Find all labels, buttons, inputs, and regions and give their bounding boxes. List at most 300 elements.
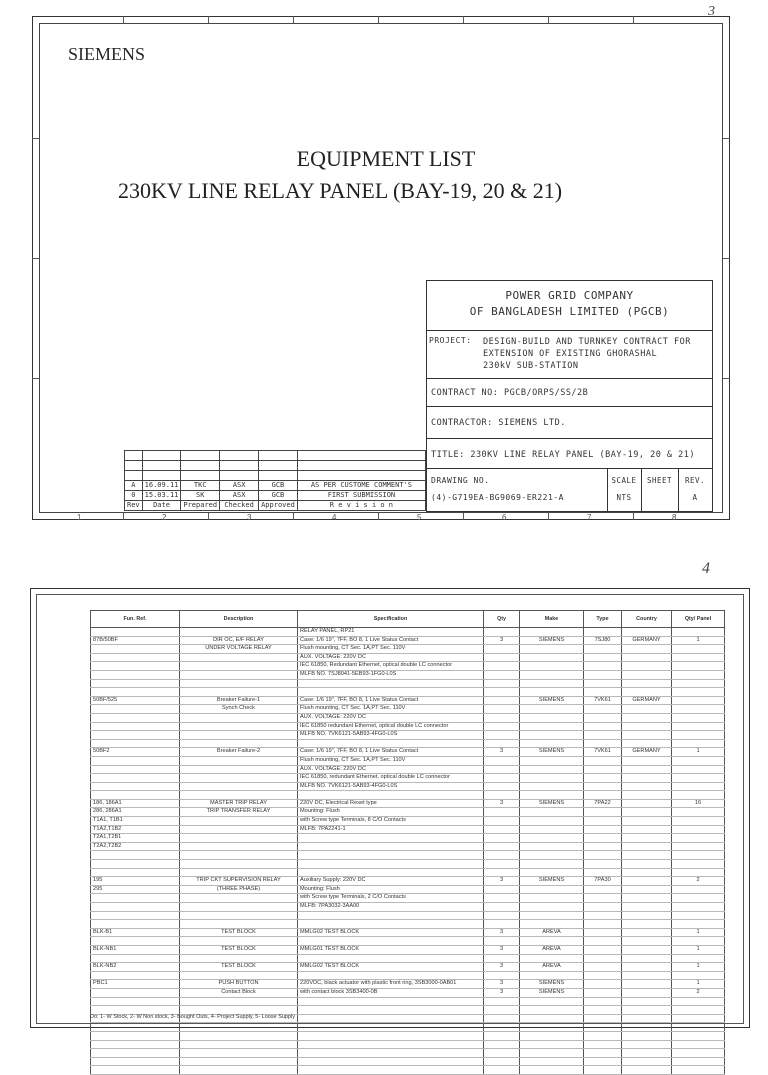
- cell-spec: Case: 1/6 19", 7FF, BO 8, 1 Live Status Contact: [298, 696, 484, 705]
- cell-qtyp: [672, 997, 725, 1006]
- table-row: [91, 877, 725, 886]
- cell-qty: 3: [484, 988, 520, 997]
- cell-country: [622, 1057, 672, 1066]
- cell-qty: [484, 954, 520, 963]
- cell-spec: AUX. VOLTAGE: 220V DC: [298, 765, 484, 774]
- revision-remark: FIRST SUBMISSION: [297, 491, 425, 501]
- cell-qty: [484, 662, 520, 671]
- cell-ref: [91, 851, 180, 860]
- cell-ref: [91, 731, 180, 740]
- cell-make: [520, 628, 584, 637]
- table-row: [91, 1040, 725, 1049]
- cell-ref: [91, 628, 180, 637]
- cell-qty: [484, 851, 520, 860]
- cell-country: [622, 963, 672, 972]
- cell-type: [584, 937, 622, 946]
- cell-desc: [180, 653, 298, 662]
- cell-type: [584, 894, 622, 903]
- header-make: Make: [520, 611, 584, 628]
- cell-spec: MLFB NO. 7SJ8041-5EB93-1FG0-L0S: [298, 670, 484, 679]
- cell-spec: [298, 997, 484, 1006]
- cell-spec: MLFB: 7PA3032-3AA00: [298, 903, 484, 912]
- cell-qtyp: 1: [672, 980, 725, 989]
- cell-desc: [180, 1049, 298, 1058]
- cell-qty: [484, 713, 520, 722]
- cell-ref: [91, 774, 180, 783]
- cell-make: [520, 903, 584, 912]
- cell-desc: [180, 903, 298, 912]
- cell-desc: TEST BLOCK: [180, 963, 298, 972]
- cell-ref: [91, 937, 180, 946]
- cell-qty: [484, 688, 520, 697]
- cell-ref: T2A1,T2B1: [91, 834, 180, 843]
- cell-qtyp: [672, 653, 725, 662]
- page-number-2: 4: [702, 560, 710, 577]
- cell-spec: [298, 842, 484, 851]
- cell-qtyp: [672, 1057, 725, 1066]
- cell-ref: [91, 653, 180, 662]
- cell-qtyp: [672, 791, 725, 800]
- table-row: [91, 963, 725, 972]
- cell-ref: [91, 1031, 180, 1040]
- cell-type: [584, 911, 622, 920]
- cell-country: [622, 937, 672, 946]
- cell-spec: [298, 954, 484, 963]
- cell-country: [622, 756, 672, 765]
- cell-country: [622, 842, 672, 851]
- cell-country: [622, 731, 672, 740]
- cell-ref: BLK-NB2: [91, 963, 180, 972]
- cell-make: SIEMENS: [520, 980, 584, 989]
- cell-type: [584, 808, 622, 817]
- cell-ref: BLK-B1: [91, 928, 180, 937]
- cell-ref: [91, 868, 180, 877]
- cell-type: [584, 971, 622, 980]
- cell-ref: [91, 1057, 180, 1066]
- cell-qtyp: 16: [672, 799, 725, 808]
- cell-make: [520, 860, 584, 869]
- cell-country: [622, 713, 672, 722]
- cell-spec: [298, 851, 484, 860]
- cell-country: [622, 774, 672, 783]
- cell-qty: [484, 705, 520, 714]
- cell-qty: [484, 920, 520, 929]
- cell-qty: [484, 937, 520, 946]
- cell-desc: Breaker Failure-1: [180, 696, 298, 705]
- table-row: [91, 937, 725, 946]
- cell-desc: [180, 782, 298, 791]
- owner-name-line2: OF BANGLADESH LIMITED (PGCB): [469, 305, 670, 318]
- cell-make: [520, 1057, 584, 1066]
- table-row: [91, 1049, 725, 1058]
- table-row: [91, 645, 725, 654]
- cell-spec: Flush mounting, CT Sec. 1A,PT Sec. 110V: [298, 756, 484, 765]
- cell-qty: [484, 868, 520, 877]
- cell-ref: T1A2,T1B2: [91, 825, 180, 834]
- cell-ref: [91, 765, 180, 774]
- cell-ref: [91, 920, 180, 929]
- cell-country: [622, 877, 672, 886]
- revision-header-remark: R e v i s i o n: [297, 501, 425, 511]
- cell-make: [520, 679, 584, 688]
- cell-ref: [91, 791, 180, 800]
- cell-type: [584, 868, 622, 877]
- cell-qtyp: [672, 1031, 725, 1040]
- table-row: [91, 713, 725, 722]
- cell-qtyp: 1: [672, 928, 725, 937]
- title-cell: [427, 439, 712, 469]
- revision-prepared: TKC: [181, 481, 220, 491]
- cell-type: [584, 988, 622, 997]
- table-row: [91, 688, 725, 697]
- cell-make: [520, 971, 584, 980]
- cell-qty: [484, 1049, 520, 1058]
- cell-qty: [484, 765, 520, 774]
- cell-ref: [91, 954, 180, 963]
- cell-make: SIEMENS: [520, 636, 584, 645]
- cell-desc: DIR OC, E/F RELAY: [180, 636, 298, 645]
- cell-country: [622, 1014, 672, 1023]
- cell-qtyp: 1: [672, 636, 725, 645]
- project-line1: DESIGN-BUILD AND TURNKEY CONTRACT FOR: [483, 337, 691, 347]
- cell-qty: 3: [484, 928, 520, 937]
- cell-qty: [484, 679, 520, 688]
- cell-country: [622, 1040, 672, 1049]
- table-row: [91, 903, 725, 912]
- cell-make: [520, 1014, 584, 1023]
- cell-spec: MMLG02 TEST BLOCK: [298, 928, 484, 937]
- cell-desc: PUSH BUTTON: [180, 980, 298, 989]
- cell-make: [520, 885, 584, 894]
- table-row: [91, 808, 725, 817]
- cell-country: [622, 782, 672, 791]
- cell-make: [520, 954, 584, 963]
- table-row: [91, 851, 725, 860]
- cell-qtyp: [672, 765, 725, 774]
- cell-qtyp: [672, 705, 725, 714]
- cell-spec: with Screw type Terminals, 8 C/O Contacts: [298, 817, 484, 826]
- cell-qtyp: [672, 894, 725, 903]
- zone-number: 4: [332, 513, 337, 522]
- project-line3: 230kV SUB-STATION: [483, 361, 579, 371]
- cell-make: SIEMENS: [520, 877, 584, 886]
- cell-make: [520, 997, 584, 1006]
- cell-qtyp: [672, 670, 725, 679]
- cell-spec: [298, 679, 484, 688]
- cell-type: [584, 945, 622, 954]
- cell-qtyp: 2: [672, 988, 725, 997]
- cell-spec: IEC 61850, redundant Ethernet, optical double LC connector: [298, 774, 484, 783]
- cell-country: [622, 679, 672, 688]
- revision-date: 15.03.11: [142, 491, 181, 501]
- cell-qty: [484, 731, 520, 740]
- table-row: [91, 739, 725, 748]
- cell-make: AREVA: [520, 928, 584, 937]
- cell-desc: [180, 628, 298, 637]
- cell-make: [520, 791, 584, 800]
- cell-qty: 3: [484, 799, 520, 808]
- header-description: Description: [180, 611, 298, 628]
- table-row: [91, 868, 725, 877]
- cell-desc: MASTER TRIP RELAY: [180, 799, 298, 808]
- cell-ref: [91, 1040, 180, 1049]
- cell-make: [520, 722, 584, 731]
- cell-ref: [91, 688, 180, 697]
- cell-spec: [298, 1023, 484, 1032]
- cell-ref: PBC1: [91, 980, 180, 989]
- cell-qtyp: [672, 1014, 725, 1023]
- cell-type: [584, 756, 622, 765]
- cell-make: [520, 645, 584, 654]
- cell-country: [622, 834, 672, 843]
- cell-type: [584, 842, 622, 851]
- header-specification: Specification: [298, 611, 484, 628]
- revision-header-rev: Rev: [125, 501, 143, 511]
- cell-spec: 220VDC, black actuator with plastic front ring, 3SB3000-0AB01: [298, 980, 484, 989]
- cell-qtyp: [672, 662, 725, 671]
- table-row: [91, 1031, 725, 1040]
- cell-ref: [91, 894, 180, 903]
- cell-desc: UNDER VOLTAGE RELAY: [180, 645, 298, 654]
- cell-ref: 87B/50BF: [91, 636, 180, 645]
- cell-make: [520, 713, 584, 722]
- cell-country: [622, 799, 672, 808]
- cell-qtyp: [672, 971, 725, 980]
- cell-type: [584, 851, 622, 860]
- table-row: [91, 1066, 725, 1075]
- table-row: [91, 1006, 725, 1015]
- cell-spec: [298, 1049, 484, 1058]
- cell-ref: [91, 756, 180, 765]
- cell-type: [584, 662, 622, 671]
- title-block: [426, 280, 713, 512]
- cell-qtyp: 1: [672, 748, 725, 757]
- cell-qty: [484, 1040, 520, 1049]
- revision-header-row: [125, 501, 426, 511]
- cell-type: [584, 885, 622, 894]
- revision-header-checked: Checked: [220, 501, 259, 511]
- cell-country: [622, 791, 672, 800]
- cell-spec: AUX. VOLTAGE: 220V DC: [298, 713, 484, 722]
- cell-spec: [298, 1066, 484, 1075]
- table-row: [91, 842, 725, 851]
- cell-ref: BLK-NB1: [91, 945, 180, 954]
- zone-number: 7: [587, 513, 592, 522]
- cell-type: [584, 1040, 622, 1049]
- cell-country: [622, 903, 672, 912]
- table-row: [91, 997, 725, 1006]
- cell-ref: 295: [91, 885, 180, 894]
- scale-value: NTS: [616, 493, 632, 502]
- cell-type: [584, 954, 622, 963]
- cover-sheet: [28, 4, 744, 523]
- cell-make: [520, 1031, 584, 1040]
- cell-qty: [484, 860, 520, 869]
- cell-desc: [180, 1031, 298, 1040]
- cell-ref: 286, 286A1: [91, 808, 180, 817]
- cell-qty: 3: [484, 748, 520, 757]
- table-row: [91, 722, 725, 731]
- cell-make: [520, 911, 584, 920]
- sheet-label: SHEET: [646, 476, 673, 485]
- cell-qty: [484, 1031, 520, 1040]
- cell-type: [584, 825, 622, 834]
- cell-qty: [484, 825, 520, 834]
- cell-make: [520, 894, 584, 903]
- cell-type: [584, 645, 622, 654]
- cell-spec: Auxiliary Supply: 220V DC: [298, 877, 484, 886]
- cell-make: [520, 705, 584, 714]
- cell-qtyp: [672, 688, 725, 697]
- cell-ref: [91, 1049, 180, 1058]
- cell-spec: [298, 791, 484, 800]
- cell-ref: [91, 705, 180, 714]
- revision-approved: GCB: [259, 481, 298, 491]
- table-row: [91, 920, 725, 929]
- table-row: [91, 679, 725, 688]
- cell-qtyp: 1: [672, 945, 725, 954]
- cell-ref: [91, 1023, 180, 1032]
- zone-number: 2: [162, 513, 167, 522]
- cell-ref: [91, 739, 180, 748]
- cell-ref: [91, 860, 180, 869]
- cell-desc: [180, 997, 298, 1006]
- cell-spec: [298, 937, 484, 946]
- cell-ref: [91, 645, 180, 654]
- header-country: Country: [622, 611, 672, 628]
- cell-qtyp: [672, 885, 725, 894]
- cell-country: [622, 825, 672, 834]
- table-row: [91, 782, 725, 791]
- table-row: [91, 894, 725, 903]
- cell-qtyp: [672, 860, 725, 869]
- cell-type: [584, 722, 622, 731]
- cell-qty: 3: [484, 980, 520, 989]
- cell-qtyp: [672, 817, 725, 826]
- cell-qty: [484, 670, 520, 679]
- cell-desc: TEST BLOCK: [180, 945, 298, 954]
- cell-spec: MLFB NO. 7VK6121-5AB93-4FG0-L0S: [298, 731, 484, 740]
- cell-type: [584, 817, 622, 826]
- cell-type: [584, 1006, 622, 1015]
- rev-cell: [678, 469, 712, 511]
- cell-country: [622, 894, 672, 903]
- cell-qty: [484, 653, 520, 662]
- cell-spec: [298, 1057, 484, 1066]
- cell-qty: [484, 1023, 520, 1032]
- table-row: [91, 756, 725, 765]
- rev-label: REV.: [684, 476, 706, 485]
- cell-type: [584, 774, 622, 783]
- cell-make: SIEMENS: [520, 748, 584, 757]
- cell-type: [584, 765, 622, 774]
- table-row: [91, 731, 725, 740]
- cell-ref: [91, 782, 180, 791]
- cell-ref: 50BF2: [91, 748, 180, 757]
- revision-remark: AS PER CUSTOME COMMENT'S: [297, 481, 425, 491]
- cell-type: [584, 782, 622, 791]
- cell-qtyp: [672, 756, 725, 765]
- cell-make: [520, 670, 584, 679]
- cell-qty: [484, 645, 520, 654]
- cell-spec: [298, 688, 484, 697]
- zone-number: 6: [502, 513, 507, 522]
- cell-qtyp: [672, 713, 725, 722]
- cell-spec: with contact block 3SB3400-0B: [298, 988, 484, 997]
- sheet-cell: [641, 469, 679, 511]
- owner-cell: [427, 281, 712, 331]
- cell-type: [584, 705, 622, 714]
- cell-desc: [180, 765, 298, 774]
- cell-country: [622, 988, 672, 997]
- cell-qtyp: [672, 739, 725, 748]
- cell-qty: [484, 1006, 520, 1015]
- cell-make: [520, 851, 584, 860]
- cell-type: [584, 997, 622, 1006]
- cell-spec: Flush mounting, CT Sec. 1A,PT Sec. 110V: [298, 705, 484, 714]
- cell-type: [584, 713, 622, 722]
- cell-country: [622, 860, 672, 869]
- cell-country: [622, 920, 672, 929]
- revision-checked: ASX: [220, 481, 259, 491]
- cell-qtyp: [672, 1049, 725, 1058]
- cell-make: [520, 1006, 584, 1015]
- cell-type: [584, 834, 622, 843]
- revision-date: 16.09.11: [142, 481, 181, 491]
- cell-spec: RELAY PANEL, RP21: [298, 628, 484, 637]
- cell-type: [584, 653, 622, 662]
- cell-type: [584, 928, 622, 937]
- cell-desc: [180, 1006, 298, 1015]
- cell-desc: [180, 920, 298, 929]
- cell-desc: TEST BLOCK: [180, 928, 298, 937]
- cell-desc: [180, 851, 298, 860]
- cell-desc: TRIP CKT SUPERVISION RELAY: [180, 877, 298, 886]
- table-header-row: [91, 611, 725, 628]
- cell-country: [622, 954, 672, 963]
- cell-country: [622, 1066, 672, 1075]
- footnote: Do: 1- W Stock, 2- W Non stock, 3- Bought Outs, 4- Project Supply, 5- Loose Supply: [90, 1014, 296, 1020]
- table-row: [91, 791, 725, 800]
- cell-country: [622, 885, 672, 894]
- header-qty-panel: Qty/ Panel: [672, 611, 725, 628]
- cell-qtyp: [672, 696, 725, 705]
- rev-value: A: [692, 493, 698, 502]
- cell-qty: [484, 1066, 520, 1075]
- cell-make: [520, 756, 584, 765]
- cell-qtyp: [672, 954, 725, 963]
- revision-table: [124, 450, 426, 511]
- cell-type: [584, 679, 622, 688]
- cell-qty: [484, 1057, 520, 1066]
- cell-ref: [91, 997, 180, 1006]
- cell-qtyp: [672, 782, 725, 791]
- cell-qty: [484, 911, 520, 920]
- cell-country: [622, 1006, 672, 1015]
- table-row: [91, 705, 725, 714]
- scale-label: SCALE: [611, 476, 637, 485]
- cell-ref: [91, 722, 180, 731]
- cell-type: 7PA30: [584, 877, 622, 886]
- cell-qtyp: [672, 834, 725, 843]
- cell-spec: with Screw type Terminals, 2 C/O Contacts: [298, 894, 484, 903]
- cell-qtyp: [672, 842, 725, 851]
- cell-make: [520, 808, 584, 817]
- cell-qty: [484, 1014, 520, 1023]
- cell-qty: [484, 791, 520, 800]
- cell-ref: [91, 988, 180, 997]
- cell-spec: MMLG01 TEST BLOCK: [298, 945, 484, 954]
